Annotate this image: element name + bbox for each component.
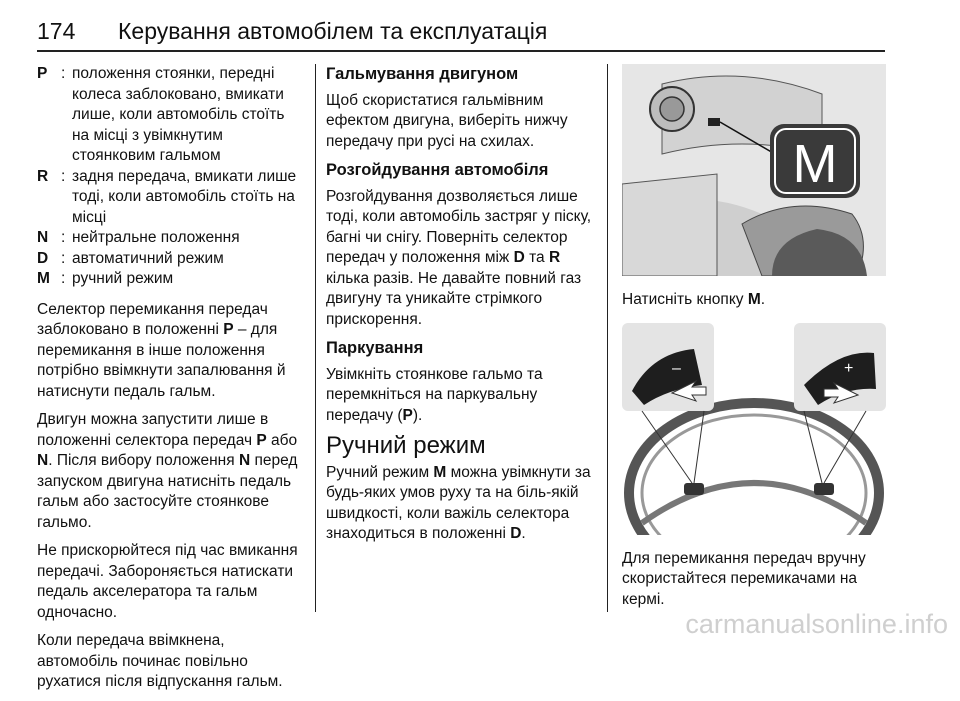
heading-parking: Паркування	[326, 339, 424, 357]
heading-engine-braking: Гальмування двигуном	[326, 65, 519, 83]
paragraph-creep: Коли передача ввімкнена, автомобіль починає повільно рухатися після відпускання гальм.	[37, 632, 283, 690]
paragraph-parking: Увімкніть стоянкове гальмо та перемкніться на паркувальну передачу (P).	[326, 365, 543, 424]
definition-key: M	[37, 270, 50, 287]
steering-paddles-drawing	[622, 323, 886, 535]
paragraph-no-acceleration: Не прискорюйтеся під час вмикання передачі. Забороняється натискати педаль акселератора та гальм одночасно.	[37, 542, 298, 621]
definition-value: положення стоянки, передні колеса заблоковано, вмикати лише, коли автомобіль стоїть на місці з увімкнутим стоянковим гальмом	[72, 65, 285, 164]
paragraph-manual-mode: Ручний режим M можна увімкнути за будь-яких умов руху та на біль-якій швидкості, коли важіль селектора знаходиться в положенні D.	[326, 463, 591, 542]
paragraph-engine-braking: Щоб скористатися гальмівним ефектом двигуна, виберіть нижчу передачу при русі на схилах.	[326, 91, 568, 150]
definition-value: ручний режим	[72, 270, 174, 287]
definition-key: P	[37, 65, 48, 82]
caption-press-m: Натисніть кнопку M.	[622, 291, 766, 308]
paragraph-rocking: Розгойдування дозволяється лише тоді, коли автомобіль застряг у піску, багні чи снігу. Поверніть селектор передач у положення між D та R кілька разів. Не давайте повний газ двигуну та уникайте стрімкого прискорення.	[326, 187, 592, 328]
column-1	[37, 64, 305, 701]
gear-selector-illustration	[622, 64, 886, 276]
definition-n: N : нейтральне положення	[37, 228, 305, 249]
heading-rocking: Розгойдування автомобіля	[326, 161, 549, 179]
m-button-label: M	[792, 134, 838, 194]
definition-m: M : ручний режим	[37, 269, 305, 290]
column-divider	[315, 64, 316, 612]
steering-paddles-illustration	[622, 323, 886, 535]
column-2	[326, 64, 596, 553]
definition-d: D : автоматичний режим	[37, 249, 305, 270]
page-number: 174	[37, 18, 76, 44]
definition-value: нейтральне положення	[72, 229, 240, 246]
definition-value: автоматичний режим	[72, 249, 224, 267]
paragraph-engine-start: Двигун можна запустити лише в положенні селектора передач P або N. Після вибору положення N перед запуском двигуна натисніть педаль гальм або застосуйте стоянкове гальмо.	[37, 411, 298, 531]
heading-manual-mode: Ручний режим	[326, 432, 486, 459]
definition-key: D	[37, 249, 49, 267]
plus-paddle-label: +	[844, 359, 854, 377]
definition-key: R	[37, 167, 49, 185]
definition-p: P : положення стоянки, передні колеса заблоковано, вмикати лише, коли автомобіль стоїть на місці з увімкнутим стоянковим гальмом	[37, 64, 305, 167]
definition-r: R : задня передача, вмикати лише тоді, коли автомобіль стоїть на місці	[37, 167, 305, 229]
column-3	[622, 64, 886, 622]
page-title: Керування автомобілем та експлуатація	[118, 18, 548, 44]
minus-paddle-label: –	[672, 359, 681, 377]
column-divider	[607, 64, 608, 612]
definition-key: N	[37, 229, 49, 246]
paragraph-selector-lock: Селектор перемикання передач заблоковано в положенні P – для перемикання в інше положення потрібно ввімкнути запалювання й натиснути педаль гальм.	[37, 300, 286, 400]
definition-value: задня передача, вмикати лише тоді, коли автомобіль стоїть на місці	[72, 167, 297, 226]
page-header	[37, 10, 885, 52]
caption-paddles: Для перемикання передач вручну скористайтеся перемикачами на кермі.	[622, 549, 866, 608]
gear-position-list	[37, 64, 305, 290]
watermark: carmanualsonline.info	[685, 609, 948, 639]
gear-selector-drawing	[622, 64, 886, 276]
